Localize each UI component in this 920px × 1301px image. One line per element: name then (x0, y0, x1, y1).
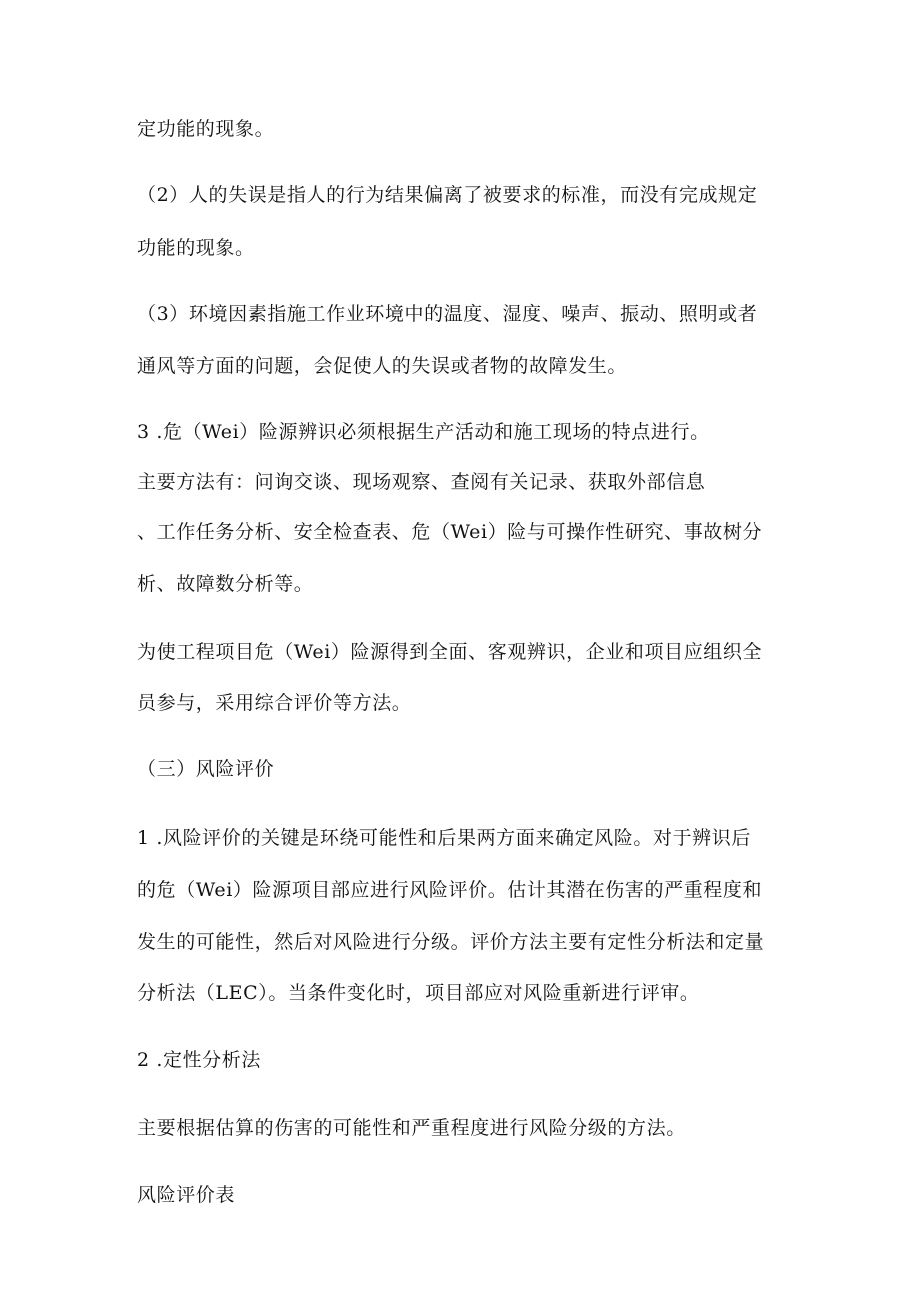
text-line: 通风等方面的问题，会促使人的失误或者物的故障发生。 (137, 355, 628, 377)
text-line: 主要方法有：问询交谈、现场观察、查阅有关记录、获取外部信息 (137, 471, 706, 493)
text-line: （2）人的失误是指人的行为结果偏离了被要求的标准，而没有完成规定 (137, 184, 758, 206)
text-line: 主要根据估算的伤害的可能性和严重程度进行风险分级的方法。 (137, 1117, 686, 1139)
section-heading: （三）风险评价 (137, 758, 275, 780)
text-line: 析、故障数分析等。 (137, 573, 314, 595)
text-line: 定功能的现象。 (137, 118, 275, 140)
text-line: 1 .风险评价的关键是环绕可能性和后果两方面来确定风险。对于辨识后 (137, 827, 751, 849)
text-line: （3）环境因素指施工作业环境中的温度、湿度、噪声、振动、照明或者 (137, 303, 758, 325)
text-line: 员参与，采用综合评价等方法。 (137, 692, 412, 714)
text-line: 分析法（LEC）。当条件变化时，项目部应对风险重新进行评审。 (137, 982, 700, 1004)
text-line: 3 .危（Wei）险源辨识必须根据生产活动和施工现场的特点进行。 (137, 421, 710, 443)
text-line: 功能的现象。 (137, 237, 255, 259)
text-line: 发生的可能性，然后对风险进行分级。评价方法主要有定性分析法和定量 (137, 931, 765, 953)
text-line: 、工作任务分析、安全检查表、危（Wei）险与可操作性研究、事故树分 (137, 521, 763, 543)
text-line: 的危（Wei）险源项目部应进行风险评价。估计其潜在伤害的严重程度和 (137, 879, 763, 901)
text-line: 风险评价表 (137, 1184, 236, 1206)
text-line: 为使工程项目危（Wei）险源得到全面、客观辨识，企业和项目应组织全 (137, 641, 763, 663)
text-line: 2 .定性分析法 (137, 1049, 261, 1071)
